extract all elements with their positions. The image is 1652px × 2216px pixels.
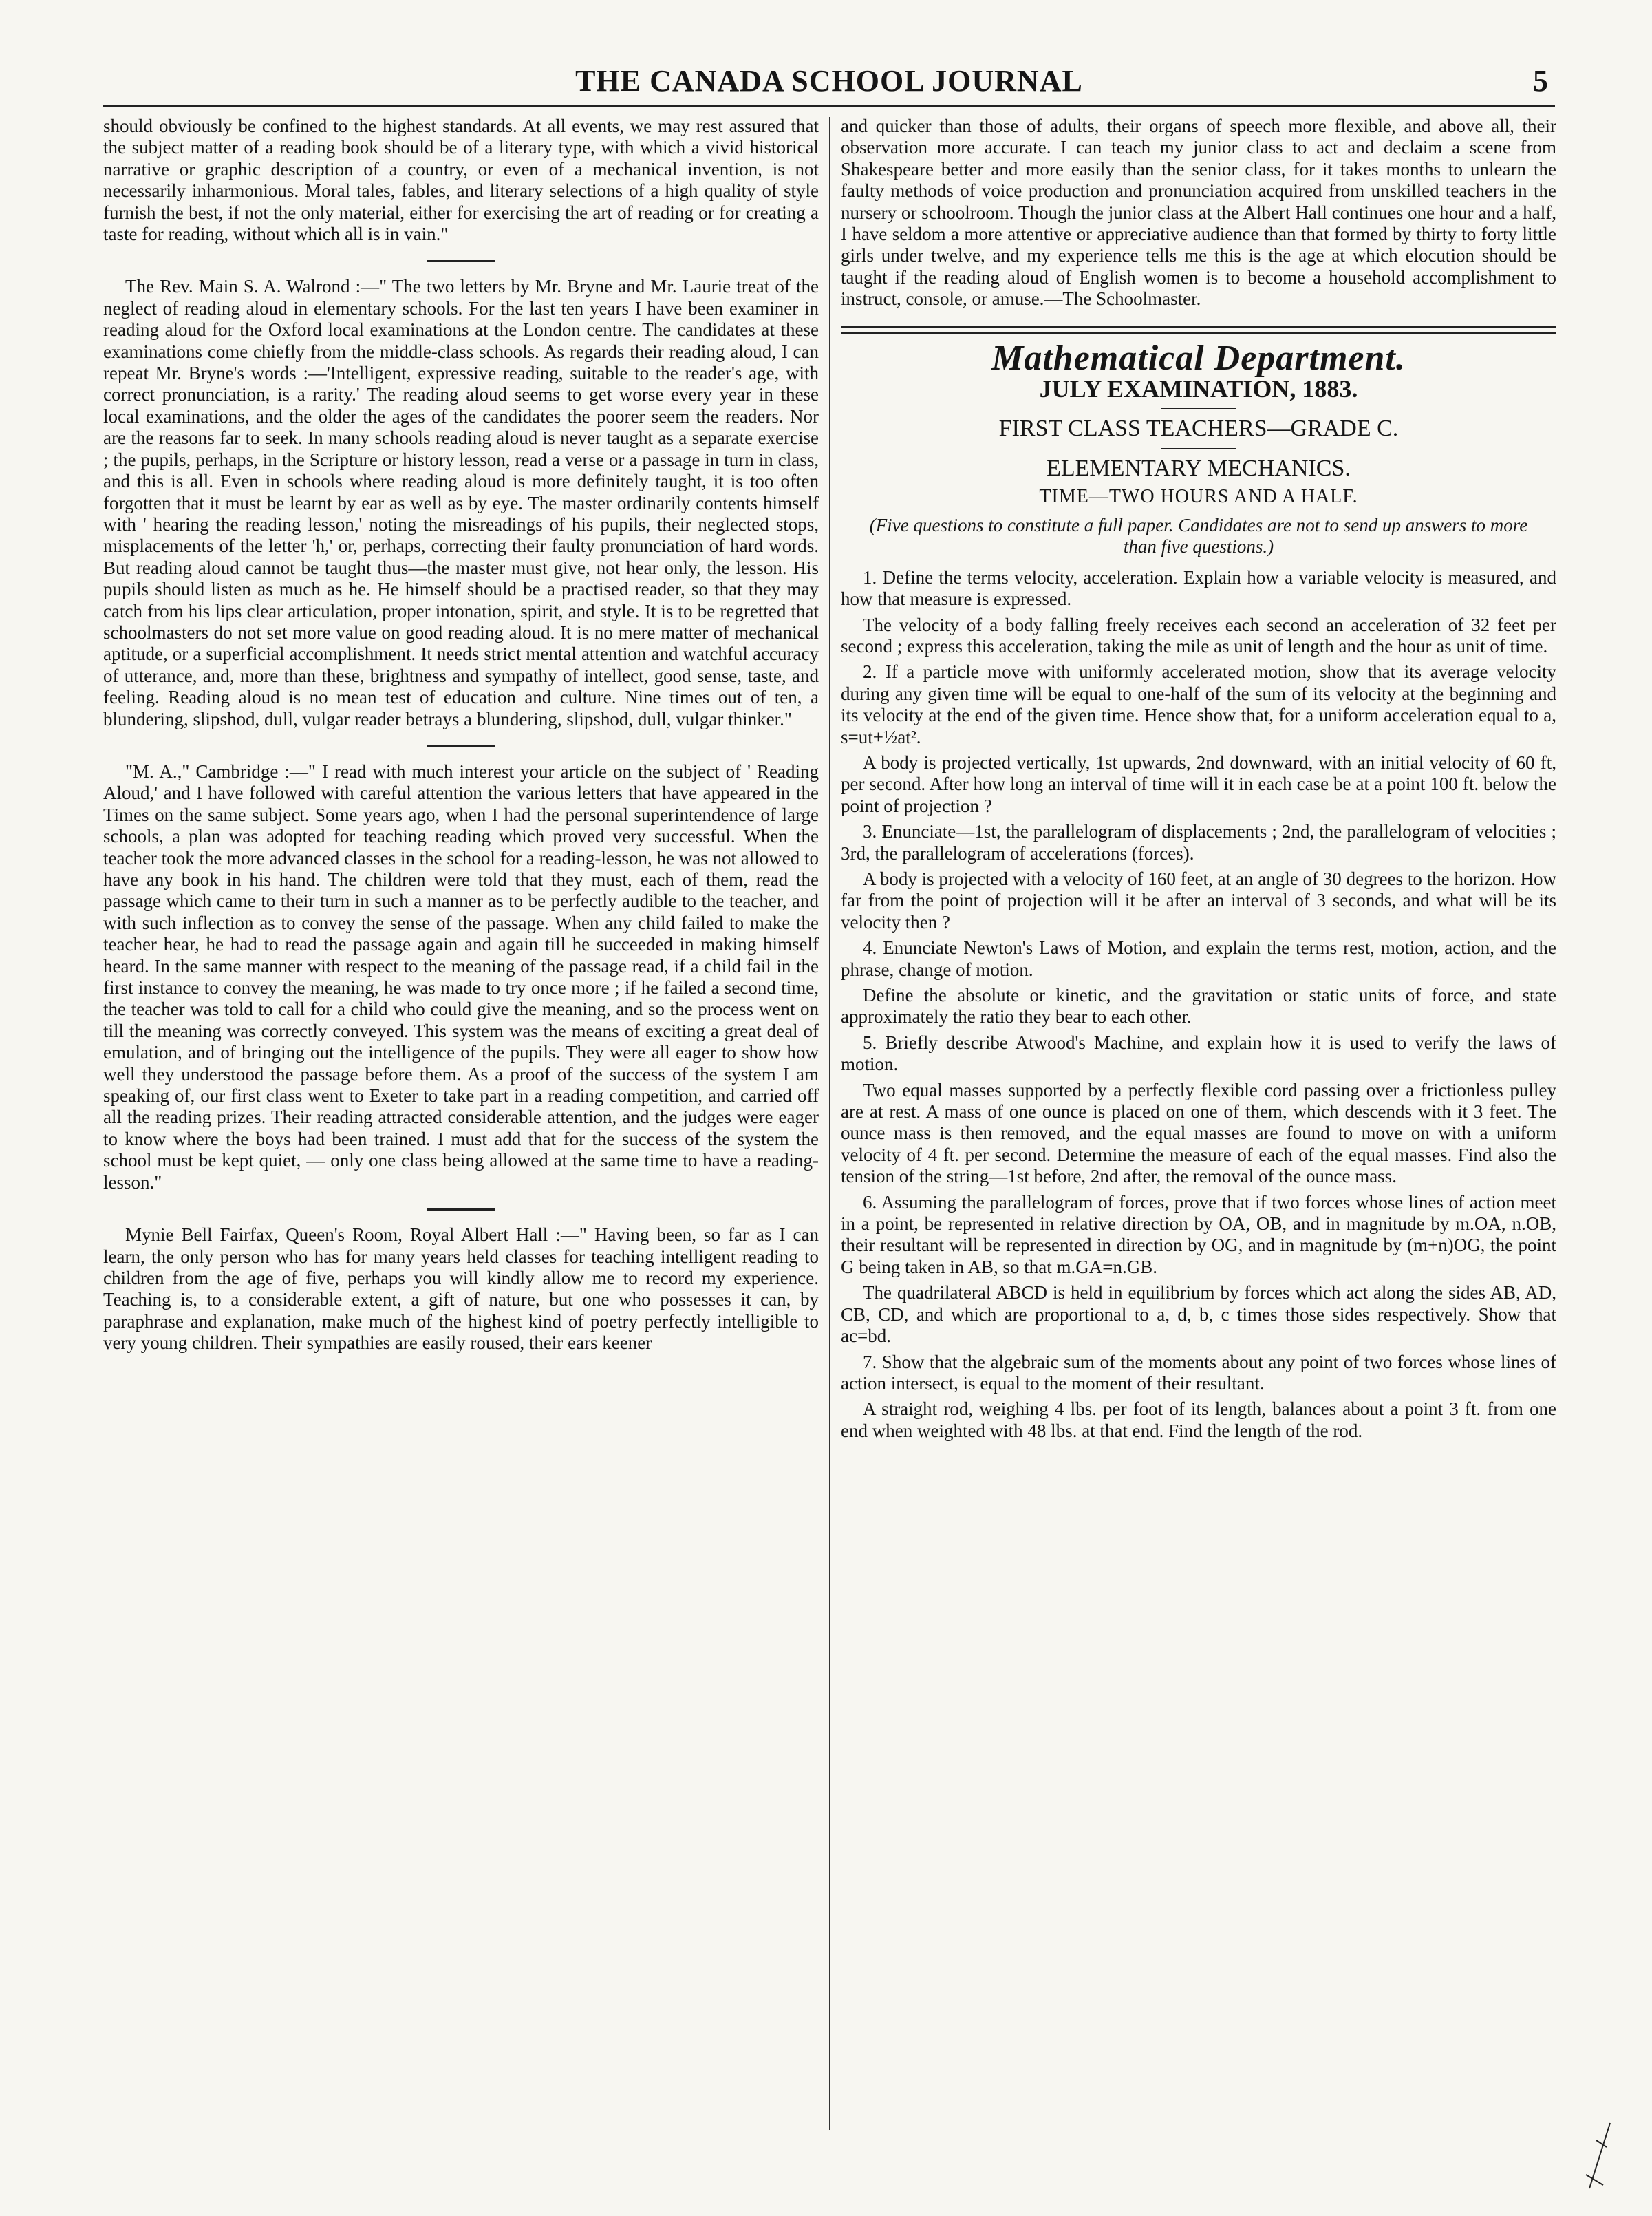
question-text: The quadrilateral ABCD is held in equilibrium by forces which act along the sides AB, AD, CB, CD, and which are proportional to a, d, b, c times those sides respectively. Show that ac=bd. xyxy=(841,1282,1556,1347)
journal-page xyxy=(103,62,1555,2154)
column-divider xyxy=(829,117,830,2130)
heading-rule xyxy=(1161,448,1236,449)
department-rule xyxy=(841,326,1556,334)
question-text: 3. Enunciate—1st, the parallelogram of displacements ; 2nd, the parallelogram of velocities ; 3rd, the parallelogram of accelerations (forces). xyxy=(841,821,1556,864)
question-text: A straight rod, weighing 4 lbs. per foot of its length, balances about a point 3 ft. from one end when weighted with 48 lbs. at that end. Find the length of the rod. xyxy=(841,1398,1556,1441)
question-text: The velocity of a body falling freely receives each second an acceleration of 32 feet per second ; express this acceleration, taking the mile as unit of length and the hour as unit of time. xyxy=(841,614,1556,657)
question-text: 1. Define the terms velocity, acceleration. Explain how a variable velocity is measured, and how that measure is expressed. xyxy=(841,566,1556,610)
page-header xyxy=(103,62,1555,110)
paragraph-fairfax-continued: and quicker than those of adults, their organs of speech more flexible, and above all, their observation more accurate. I can teach my junior class to act and declaim a scene from Shakespeare better and more easily than the senior class, for it takes months to unlearn the faulty methods of voice production and pronunciation acquired from unskilled teachers in the nursery or schoolroom. Though the junior class at the Albert Hall continues one hour and a half, I have seldom a more attentive or appreciative audience than that formed by thirty to forty little girls under twelve, and my experience tells me this is the age at which elocution should be taught if the reading aloud of English women is to become a household accomplishment to instruct, console, or amuse.—The Schoolmaster. xyxy=(841,116,1556,310)
paragraph-fairfax: Mynie Bell Fairfax, Queen's Room, Royal Albert Hall :—" Having been, so far as I can learn, the only person who has for many years held classes for teaching intelligent reading to children from the age of five, perhaps you will kindly allow me to record my experience. Teaching is, to a considerable extent, a gift of nature, but one who possesses it can, by paraphrase and explanation, make much of the highest kind of poetry perfectly intelligible to very young children. Their sympathies are easily roused, their ears keener xyxy=(103,1224,819,1354)
header-rule xyxy=(103,105,1555,107)
paragraph-walrond: The Rev. Main S. A. Walrond :—" The two letters by Mr. Bryne and Mr. Laurie treat of the neglect of reading aloud in elementary schools. For the last ten years I have been examiner in reading aloud for the Oxford local examinations at the London centre. The candidates at these examinations come chiefly from the middle-class schools. As regards their reading aloud, I can repeat Mr. Bryne's words :—'Intelligent, expressive reading, suitable to the reader's age, with correct pronunciation, is a rarity.' The reading aloud seems to get worse every year in these local examinations, and the older the ages of the candidates the poorer seem the readers. Nor are the reasons far to seek. In many schools reading aloud is never taught as a separate exercise ; the pupils, perhaps, in the Scripture or history lesson, read a verse or a passage in turn in class, and this is all. Even in schools where reading aloud is more definitely taught, it is too often forgotten that it must be learnt by ear as well as by eye. The master ordinarily contents himself with ' hearing the reading lesson,' noting the misreadings of his pupils, their neglected stops, misplacements of the letter 'h,' or, perhaps, correcting their faulty pronunciation of hard words. But reading aloud cannot be taught thus—the master must give, not hear only, the lesson. His pupils should listen as much as he. He himself should be a practised reader, so that they may catch from his lips clear articulation, proper intonation, spirit, and style. It is to be regretted that schoolmasters do not set more value on good reading aloud. It is no mere matter of mechanical aptitude, or a superficial accomplishment. It needs strict mental attention and watchful accuracy of utterance, and, more than these, brightness and sympathy of intellect, good sense, taste, and feeling. Reading aloud is no mean test of education and culture. Nine times out of ten, a blundering, slipshod, dull, vulgar reader betrays a blundering, slipshod, dull, vulgar thinker." xyxy=(103,276,819,729)
paragraph-continuation: should obviously be confined to the highest standards. At all events, we may rest assured that the subject matter of a reading book should be of a literary type, with which a vivid historical narrative or graphic description of a country, or even of a mechanical invention, is not necessarily inharmonious. Moral tales, fables, and literary selections of a high quality of style furnish the best, if not the only material, either for exercising the art of reading or for creating a taste for reading, without which all is in vain." xyxy=(103,116,819,245)
section-separator xyxy=(427,745,495,747)
right-column xyxy=(841,116,1556,2132)
question-text: 6. Assuming the parallelogram of forces, prove that if two forces whose lines of action meet in a point, be represented in relative direction by OA, OB, and in magnitude by m.OA, n.OB, their resultant will be represented in direction by OG, and in magnitude by (m+n)OG, the point G being taken in AB, so that m.GA=n.GB. xyxy=(841,1191,1556,1277)
page-number: 5 xyxy=(1533,64,1548,98)
question-text: 5. Briefly describe Atwood's Machine, and explain how it is used to verify the laws of motion. xyxy=(841,1032,1556,1075)
question-text: A body is projected vertically, 1st upwards, 2nd downward, with an initial velocity of 60 ft, per second. After how long an interval of time will it in each case be at a point 100 ft. below the point of projection ? xyxy=(841,752,1556,816)
question-text: A body is projected with a velocity of 160 feet, at an angle of 30 degrees to the horizon. How far from the point of projection will it be after an interval of 3 seconds, and what will be its velocity then ? xyxy=(841,868,1556,933)
section-separator xyxy=(427,1208,495,1211)
subject-heading: ELEMENTARY MECHANICS. xyxy=(1047,455,1351,481)
left-column xyxy=(103,116,819,2132)
time-allowed: TIME—TWO HOURS AND A HALF. xyxy=(1039,486,1358,508)
pen-mark-icon xyxy=(1576,2120,1617,2195)
department-heading: Mathematical Department. xyxy=(991,338,1406,378)
question-text: 2. If a particle move with uniformly accelerated motion, show that its average velocity during any given time will be equal to one-half of the sum of its velocity at the beginning and its velocity at the end of the given time. Hence show that, for a uniform acceleration equal to a, s=ut+½at². xyxy=(841,661,1556,747)
question-text: 7. Show that the algebraic sum of the moments about any point of two forces whose lines of action intersect, is equal to the moment of their resultant. xyxy=(841,1351,1556,1394)
class-grade: FIRST CLASS TEACHERS—GRADE C. xyxy=(998,416,1399,442)
exam-date: JULY EXAMINATION, 1883. xyxy=(1039,375,1358,403)
question-text: Define the absolute or kinetic, and the gravitation or static units of force, and state approximately the ratio they bear to each other. xyxy=(841,985,1556,1027)
paragraph-cambridge: "M. A.," Cambridge :—" I read with much interest your article on the subject of ' Reading Aloud,' and I have followed with careful attention the various letters that have appeared in the Times on the same subject. Some years ago, when I had the personal superintendence of large schools, a plan was adopted for teaching reading which proved very successful. When the teacher took the more advanced classes in the school for a reading-lesson, he was not allowed to have any book in his hand. The children were told that they must, each of them, read the passage which came to their turn in such a manner as to be perfectly audible to the teacher, and with such inflection as to convey the sense of the passage. When any child failed to make the teacher hear, he had to read the passage again and again till he succeeded in making himself heard. In the same manner with respect to the meaning of the passage read, if a child fail in the first instance to convey the meaning, he was made to try once more ; if he failed a second time, the teacher was told to call for a child who could give the meaning, and so the process went on till the meaning was correctly conveyed. This system was the means of exciting a great deal of emulation, and of bringing out the intelligence of the pupils. They were all eager to show how well they understood the passage before them. As a proof of the success of the system I am speaking of, our first class went to Exeter to take part in a reading competition, and carried off all the reading prizes. Their reading attracted considerable attention, and the judges were eager to know where the boys had been trained. I must add that for the success of the system the school must be kept quiet, — only one class being allowed at the same time to have a reading-lesson." xyxy=(103,760,819,1193)
section-separator xyxy=(427,260,495,262)
heading-rule xyxy=(1161,408,1236,409)
exam-note: (Five questions to constitute a full paper. Candidates are not to send up answers to more than five questions.) xyxy=(869,514,1528,557)
question-text: Two equal masses supported by a perfectly flexible cord passing over a frictionless pulley are at rest. A mass of one ounce is placed on one of them, which descends with it 3 feet. The ounce mass is then removed, and the equal masses are found to move on with a uniform velocity of 4 ft. per second. Determine the measure of each of the equal masses. Find also the tension of the string—1st before, 2nd after, the removal of the ounce mass. xyxy=(841,1079,1556,1187)
journal-title: THE CANADA SCHOOL JOURNAL xyxy=(575,64,1083,98)
question-text: 4. Enunciate Newton's Laws of Motion, and explain the terms rest, motion, action, and the phrase, change of motion. xyxy=(841,937,1556,980)
